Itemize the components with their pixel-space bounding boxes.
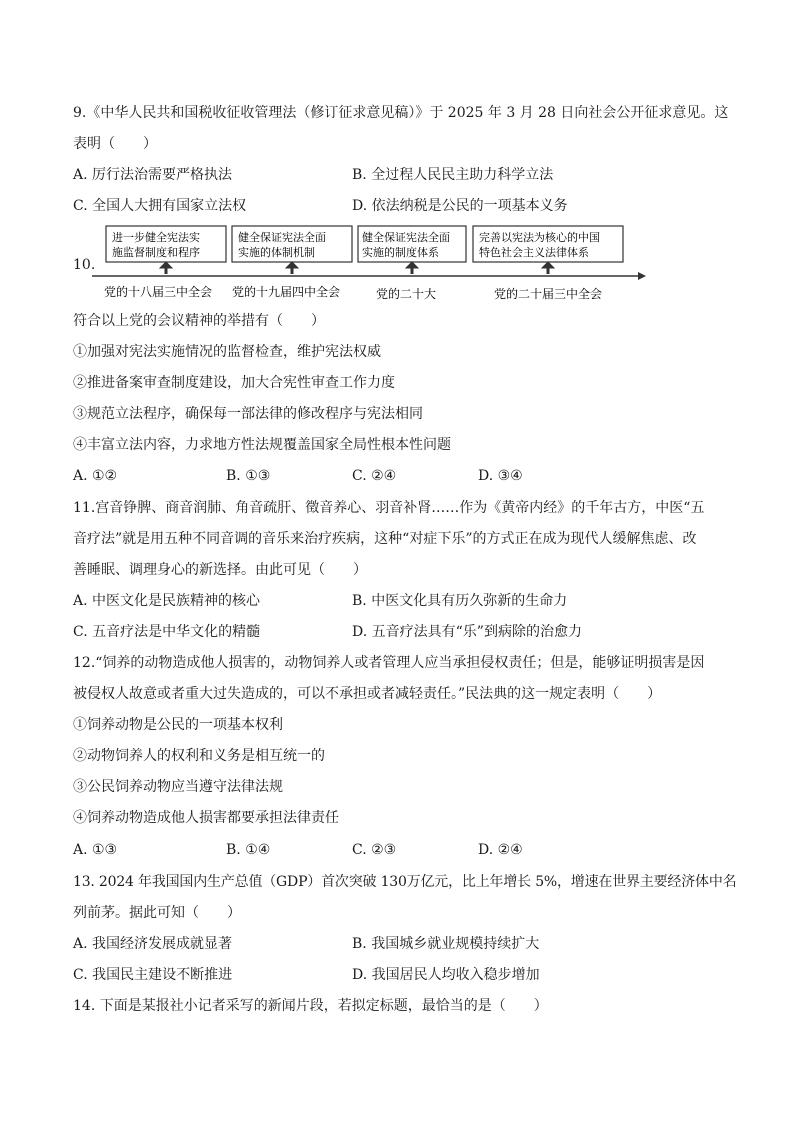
q10-stem: 符合以上党的会议精神的举措有（ ） bbox=[73, 313, 325, 329]
q12-stem-line1: 12.“饲养的动物造成他人损害的，动物饲养人或者管理人应当承担侵权责任；但是，能够证明损害是因 bbox=[73, 655, 705, 671]
q10-item-4: ④丰富立法内容，力求地方性法规覆盖国家全局性根本性问题 bbox=[73, 437, 451, 453]
timeline-event-4: 党的二十届三中全会 bbox=[494, 287, 603, 301]
timeline-event-1: 党的十八届三中全会 bbox=[104, 285, 213, 299]
timeline-event-3: 党的二十大 bbox=[376, 287, 437, 301]
q9-stem-line2: 表明（ ） bbox=[73, 136, 157, 152]
q10-item-3: ③规范立法程序，确保每一部法律的修改程序与宪法相同 bbox=[73, 406, 423, 422]
q9-option-d: D. 依法纳税是公民的一项基本义务 bbox=[352, 198, 568, 214]
q12-item-4: ④饲养动物造成他人损害都要承担法律责任 bbox=[73, 810, 339, 826]
timeline-axis-arrowhead bbox=[638, 272, 646, 280]
q11-option-c: C. 五音疗法是中华文化的精髓 bbox=[73, 624, 261, 640]
q9-stem-line1: 9.《中华人民共和国税收征收管理法（修订征求意见稿）》于 2025 年 3 月 28 日向社会公开征求意见。这 bbox=[73, 105, 729, 121]
q11-option-d: D. 五音疗法具有“乐”到病除的治愈力 bbox=[352, 624, 582, 640]
q9-option-c: C. 全国人大拥有国家立法权 bbox=[73, 198, 247, 214]
q12-option-d: D. ②④ bbox=[478, 842, 523, 858]
q12-option-a: A. ①③ bbox=[73, 842, 118, 858]
timeline-arrow-2 bbox=[286, 262, 298, 274]
q12-option-b: B. ①④ bbox=[226, 842, 271, 858]
q13-option-b: B. 我国城乡就业规模持续扩大 bbox=[352, 936, 540, 952]
q13-option-d: D. 我国居民人均收入稳步增加 bbox=[352, 967, 540, 983]
q13-stem-line1: 13. 2024 年我国国内生产总值（GDP）首次突破 130万亿元，比上年增长 5%，增速在世界主要经济体中名 bbox=[73, 874, 737, 890]
q10-item-1: ①加强对宪法实施情况的监督检查，维护宪法权威 bbox=[73, 344, 381, 360]
q12-item-3: ③公民饲养动物应当遵守法律法规 bbox=[73, 779, 283, 795]
timeline-box-4-line2: 特色社会主义法律体系 bbox=[479, 246, 589, 259]
q10-option-d: D. ③④ bbox=[478, 468, 523, 484]
timeline-box-2-line1: 健全保证宪法全面 bbox=[238, 231, 326, 244]
q11-stem-line3: 善睡眠、调理身心的新选择。由此可见（ ） bbox=[73, 562, 367, 578]
q9-option-a: A. 厉行法治需要严格执法 bbox=[73, 167, 233, 183]
q10-item-2: ②推进备案审查制度建设，加大合宪性审查工作力度 bbox=[73, 375, 395, 391]
timeline-box-4-line1: 完善以宪法为核心的中国 bbox=[479, 231, 600, 244]
timeline-box-2-line2: 实施的体制机制 bbox=[238, 246, 315, 259]
q10-option-c: C. ②④ bbox=[352, 468, 397, 484]
timeline-event-2: 党的十九届四中全会 bbox=[232, 285, 341, 299]
timeline-arrow-4 bbox=[542, 262, 554, 274]
q10-number: 10. bbox=[73, 257, 96, 273]
q10-option-b: B. ①③ bbox=[226, 468, 271, 484]
q10-timeline-figure bbox=[90, 222, 650, 306]
q10-option-a: A. ①② bbox=[73, 468, 118, 484]
q13-option-a: A. 我国经济发展成就显著 bbox=[73, 936, 233, 952]
q11-option-a: A. 中医文化是民族精神的核心 bbox=[73, 593, 261, 609]
timeline-box-1-line2: 施监督制度和程序 bbox=[112, 246, 200, 259]
q12-item-1: ①饲养动物是公民的一项基本权利 bbox=[73, 717, 283, 733]
q12-option-c: C. ②③ bbox=[352, 842, 397, 858]
q9-option-b: B. 全过程人民民主助力科学立法 bbox=[352, 167, 554, 183]
q11-stem-line2: 音疗法”就是用五种不同音调的音乐来治疗疾病，这种“对症下乐”的方式正在成为现代人缓解焦虑、改 bbox=[73, 531, 697, 547]
q13-option-c: C. 我国民主建设不断推进 bbox=[73, 967, 233, 983]
q12-stem-line2: 被侵权人故意或者重大过失造成的，可以不承担或者减轻责任。”民法典的这一规定表明（ ） bbox=[73, 686, 662, 702]
timeline-arrow-3 bbox=[406, 262, 418, 274]
q14-stem-line1: 14. 下面是某报社小记者采写的新闻片段，若拟定标题，最恰当的是（ ） bbox=[73, 998, 548, 1014]
q11-stem-line1: 11.宫音铮脾、商音润肺、角音疏肝、徵音养心、羽音补肾……作为《黄帝内经》的千年古方，中医“五 bbox=[73, 500, 705, 516]
timeline-arrow-1 bbox=[160, 262, 172, 274]
timeline-box-3-line1: 健全保证宪法全面 bbox=[362, 231, 450, 244]
q11-option-b: B. 中医文化具有历久弥新的生命力 bbox=[352, 593, 568, 609]
timeline-box-3-line2: 实施的制度体系 bbox=[362, 246, 439, 259]
q13-stem-line2: 列前茅。据此可知（ ） bbox=[73, 905, 241, 921]
timeline-box-1-line1: 进一步健全宪法实 bbox=[112, 231, 200, 244]
q12-item-2: ②动物饲养人的权利和义务是相互统一的 bbox=[73, 748, 325, 764]
